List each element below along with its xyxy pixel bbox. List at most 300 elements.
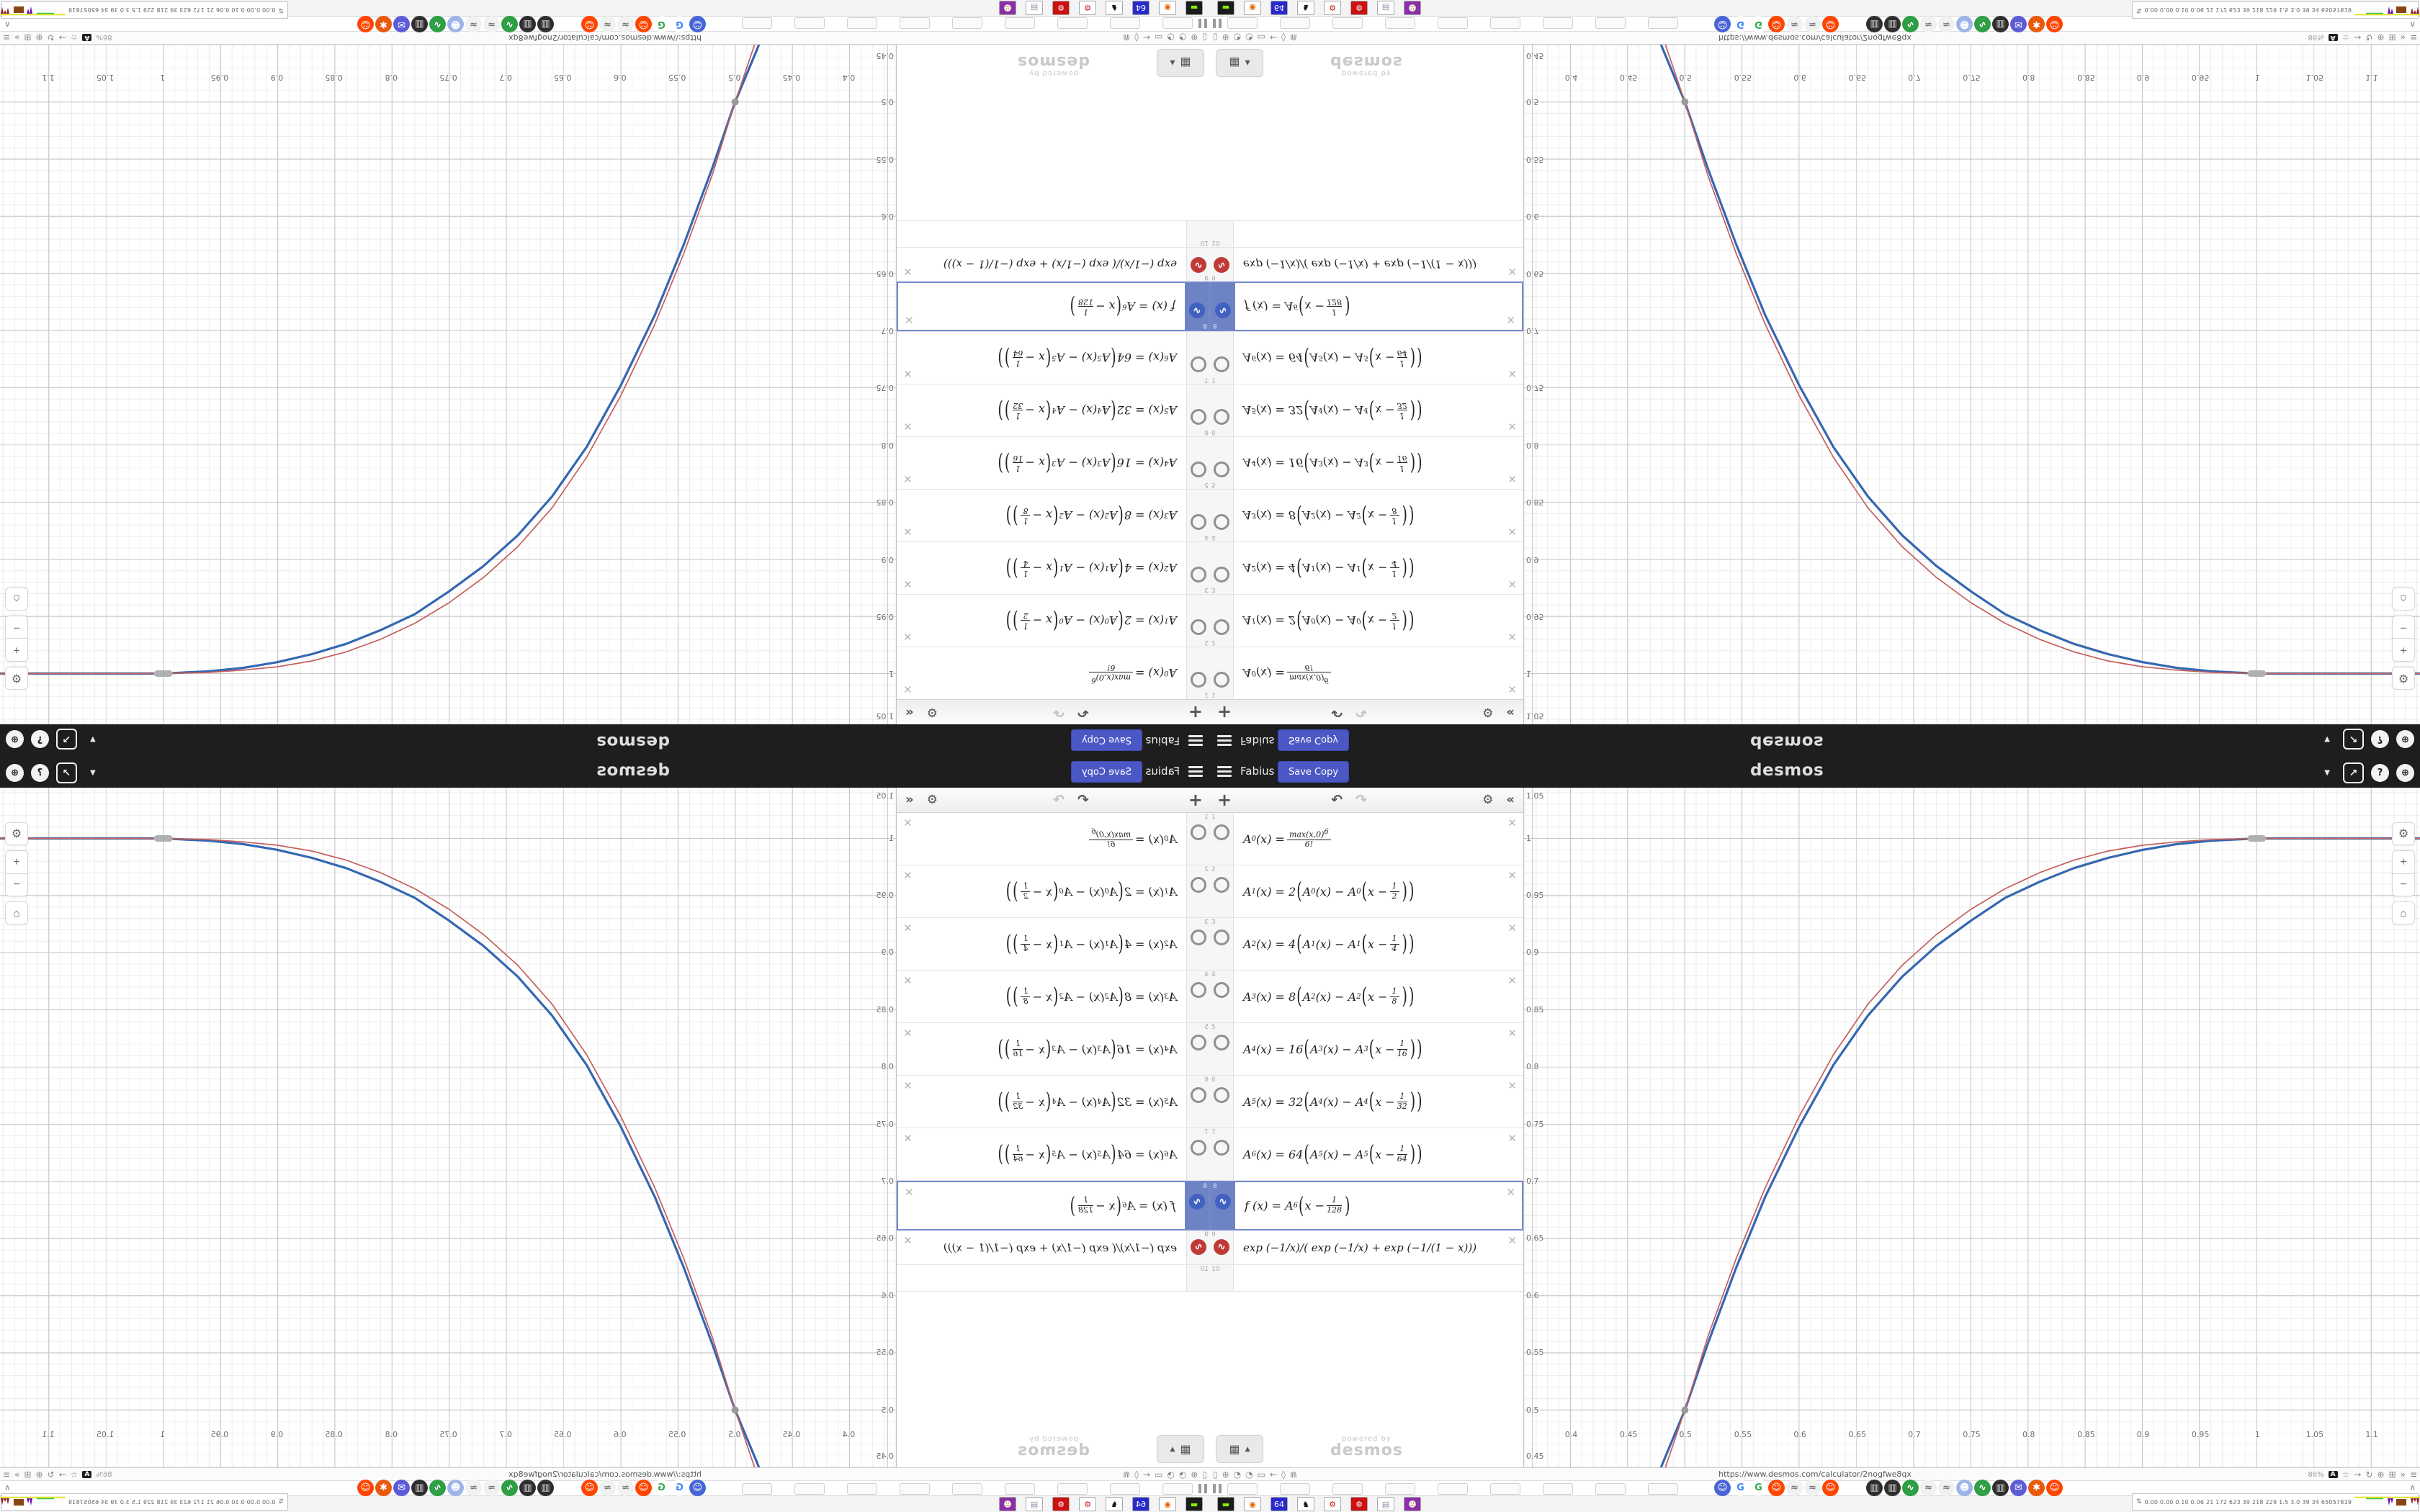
pinned-tab-bars-icon[interactable] (1198, 1484, 1207, 1493)
desmos-tab[interactable]: ∿ (501, 16, 518, 32)
expression-math[interactable]: f (x) = A 6 ( x − 1 128 ) (1245, 293, 1350, 320)
floppy-64-app[interactable]: 64 (1270, 1497, 1288, 1511)
archive-tab[interactable]: ▥ (1866, 1480, 1883, 1496)
graph-point[interactable] (154, 670, 173, 677)
bookmark-star-icon[interactable]: ☆ (70, 32, 79, 42)
expression-math[interactable]: A 3 (x) = 8 ( A 2 (x) − A 2 ( x − 1 8 ) ) (1243, 984, 1415, 1009)
archive-tab[interactable]: ▥ (537, 1480, 554, 1496)
expression-row[interactable] (1210, 384, 1523, 436)
overflow-chevrons-icon[interactable]: » (2400, 32, 2406, 42)
globe-speed-dial-icon[interactable]: ⊕ (1191, 32, 1198, 42)
gear-red-square-app[interactable]: ⚙ (1052, 1497, 1070, 1511)
save-copy-button[interactable]: Save Copy (1278, 761, 1349, 783)
expression-math[interactable] (1234, 1265, 1523, 1291)
expression-row[interactable] (897, 489, 1210, 541)
sketch-tab[interactable]: ≈ (465, 16, 482, 32)
gauge-icon[interactable]: ◔ (1233, 1470, 1242, 1480)
google-tab[interactable]: G (1732, 1480, 1749, 1496)
gear-orange-tab[interactable]: ✱ (2028, 1480, 2045, 1496)
forward-arrow-icon[interactable]: → (58, 32, 66, 42)
expression-gutter[interactable] (1186, 1265, 1210, 1291)
sketch-tab[interactable]: ≈ (1804, 16, 1821, 32)
reddit-tab[interactable]: ☺ (581, 16, 598, 32)
expression-gutter[interactable] (1210, 490, 1234, 541)
expression-row[interactable] (897, 220, 1210, 247)
archive-tab[interactable]: ▥ (1884, 1480, 1901, 1496)
empty-tab[interactable] (1385, 17, 1415, 29)
archive-tab[interactable]: ▥ (537, 16, 554, 32)
collapse-panel-icon[interactable]: « (1506, 705, 1515, 720)
expression-gutter[interactable] (1186, 1023, 1210, 1075)
delete-expression-button[interactable]: ✕ (1507, 367, 1517, 380)
delete-expression-button[interactable]: ✕ (903, 525, 913, 538)
wave-red-curve-icon[interactable]: ∿ (1214, 1239, 1229, 1255)
expression-gutter[interactable] (1186, 384, 1210, 436)
expression-math[interactable]: A 5 (x) = 32 ( A 4 (x) − A 4 ( x − 1 32 ) ) (1243, 397, 1422, 423)
gauge-icon[interactable]: ◔ (1167, 32, 1175, 42)
expression-row[interactable] (1210, 865, 1523, 918)
url-text[interactable]: https://www.desmos.com/calculator/2nogfwe8qx (508, 33, 702, 42)
site-globe-icon[interactable]: ⊕ (2377, 1470, 2385, 1480)
add-expression-button[interactable]: + (1217, 790, 1232, 810)
menu-icon[interactable]: ≡ (2409, 32, 2417, 42)
overflow-chevrons-icon[interactable]: » (14, 32, 20, 42)
expression-gutter[interactable] (1210, 918, 1234, 970)
wolf-app[interactable]: ♞ (1297, 1, 1314, 15)
expression-row[interactable] (1210, 971, 1523, 1023)
expression-row[interactable] (1210, 489, 1523, 541)
reddit-tab[interactable]: ☺ (581, 1480, 598, 1496)
reddit-tab[interactable]: ☺ (357, 1480, 374, 1496)
hidden-curve-ring-icon[interactable] (1214, 930, 1229, 945)
tab-scroll-caret-icon[interactable]: ∧ (4, 19, 11, 30)
floppy-64-app[interactable]: 64 (1132, 1497, 1150, 1511)
expression-gutter[interactable] (1186, 1230, 1210, 1264)
delete-expression-button[interactable]: ✕ (1507, 577, 1517, 590)
url-text[interactable]: https://www.desmos.com/calculator/2nogfwe8qx (508, 1470, 702, 1479)
curve-f[interactable] (1628, 45, 2420, 674)
notepad-app[interactable]: ▤ (1026, 1, 1043, 15)
redo-icon[interactable]: ↷ (1053, 704, 1065, 721)
delete-expression-button[interactable]: ✕ (903, 683, 913, 696)
gear-red-square-app[interactable]: ⚙ (1350, 1497, 1368, 1511)
expression-math[interactable]: A 6 (x) = 64 ( A 5 (x) − A 5 ( x − 1 64 ) ) (998, 345, 1177, 371)
delete-expression-button[interactable]: ✕ (903, 630, 913, 643)
expression-row[interactable] (1210, 282, 1523, 331)
tab-scroll-caret-icon[interactable]: ∧ (4, 1482, 11, 1493)
sketch-tab[interactable]: ≈ (483, 1480, 500, 1496)
gear-red-circle-app[interactable]: ⚙ (1079, 1497, 1096, 1511)
save-copy-button[interactable]: Save Copy (1071, 729, 1142, 751)
zoom-out-button[interactable]: − (2392, 616, 2415, 639)
share-icon[interactable]: ↗ (56, 729, 77, 750)
chat-tab[interactable]: ✉ (2010, 1480, 2027, 1496)
back-arrow-icon[interactable]: ← (1142, 32, 1151, 42)
delete-expression-button[interactable]: ✕ (903, 577, 913, 590)
globe-speed-dial-icon[interactable]: ⊕ (1222, 32, 1229, 42)
hidden-curve-ring-icon[interactable] (1214, 877, 1229, 893)
sketch-tab[interactable]: ≈ (599, 16, 616, 32)
globe-icon[interactable]: ⊕ (6, 764, 24, 782)
expression-math[interactable]: A 4 (x) = 16 ( A 3 (x) − A 3 ( x − 1 16 ) ) (998, 450, 1177, 476)
hamburger-menu-icon[interactable] (1188, 734, 1203, 746)
hidden-curve-ring-icon[interactable] (1191, 877, 1206, 893)
home-viewport-button[interactable]: ⌂ (2392, 901, 2415, 924)
reload-icon[interactable]: ↻ (2365, 1470, 2373, 1480)
avatar-lavender-tab[interactable]: ☻ (447, 16, 464, 32)
expression-gutter[interactable] (1210, 971, 1234, 1022)
avatar-blue-tab[interactable]: ☺ (689, 1480, 706, 1496)
google-tab[interactable]: G (1750, 16, 1767, 32)
empty-tab[interactable] (1005, 17, 1035, 29)
expression-row[interactable] (897, 384, 1210, 436)
zoom-in-button[interactable]: + (2392, 850, 2415, 873)
expression-gutter[interactable] (1186, 332, 1210, 384)
expression-math[interactable]: A 6 (x) = 64 ( A 5 (x) − A 5 ( x − 1 64 ) ) (1243, 1141, 1422, 1167)
chevron-down-icon[interactable]: ▼ (2324, 735, 2330, 743)
empty-tab[interactable] (794, 17, 825, 29)
expression-gutter[interactable] (1186, 971, 1210, 1022)
empty-tab[interactable] (1162, 1483, 1193, 1495)
hidden-curve-ring-icon[interactable] (1191, 1035, 1206, 1050)
empty-tab[interactable] (1595, 1483, 1626, 1495)
expression-row[interactable] (897, 436, 1210, 489)
expression-row[interactable] (897, 647, 1210, 699)
firefox-app[interactable]: ◉ (1159, 1, 1176, 15)
empty-tab[interactable] (1490, 17, 1520, 29)
delete-expression-button[interactable]: ✕ (1507, 472, 1517, 485)
delete-expression-button[interactable]: ✕ (903, 1234, 913, 1247)
wave-red-curve-icon[interactable]: ∿ (1191, 1239, 1206, 1255)
avatar-blue-tab[interactable]: ☺ (689, 16, 706, 32)
pinned-tab-bars-icon[interactable] (1213, 1484, 1222, 1493)
empty-tab[interactable] (742, 17, 772, 29)
expression-gutter[interactable] (1210, 332, 1234, 384)
delete-expression-button[interactable]: ✕ (1507, 1079, 1517, 1092)
menu-icon[interactable]: ≡ (3, 32, 11, 42)
expression-math[interactable]: A 2 (x) = 4 ( A 1 (x) − A 1 ( x − 1 4 ) ) (1005, 931, 1177, 957)
firefox-app[interactable]: ◉ (1244, 1, 1261, 15)
hidden-curve-ring-icon[interactable] (1214, 982, 1229, 998)
wolf-app[interactable]: ♞ (1297, 1497, 1314, 1511)
expression-math[interactable] (897, 1265, 1186, 1291)
desmos-tab[interactable]: ∿ (1902, 16, 1919, 32)
expression-math[interactable]: exp (−1/x)/( exp (−1/x) + exp (−1/(1 − x))) (1243, 1241, 1477, 1254)
share-icon[interactable]: ↗ (2343, 762, 2364, 783)
reddit-tab[interactable]: ☺ (635, 1480, 652, 1496)
expression-row[interactable] (897, 282, 1210, 331)
sketch-tab[interactable]: ≈ (1920, 16, 1937, 32)
redo-icon[interactable]: ↷ (1053, 791, 1065, 808)
translate-extension-icon[interactable]: A (2329, 1471, 2338, 1478)
expression-row[interactable] (1210, 1076, 1523, 1128)
edit-list-gear-icon[interactable]: ⚙ (926, 705, 938, 720)
hidden-curve-ring-icon[interactable] (1214, 514, 1229, 530)
graph-paper[interactable] (0, 45, 896, 724)
delete-expression-button[interactable]: ✕ (903, 1132, 913, 1145)
curve-exp_sigmoid[interactable] (1630, 839, 2420, 1468)
shield-icon[interactable]: ◊ (1134, 32, 1139, 42)
empty-tab[interactable] (1227, 17, 1258, 29)
expression-row[interactable] (1210, 220, 1523, 247)
empty-tab[interactable] (952, 17, 982, 29)
forward-arrow-icon[interactable]: → (2354, 32, 2362, 42)
purple-face-app[interactable]: ☻ (999, 1497, 1016, 1511)
sketch-tab[interactable]: ≈ (1786, 16, 1803, 32)
gauge-icon[interactable]: ◔ (1245, 1470, 1253, 1480)
reload-icon[interactable]: ↻ (47, 1470, 55, 1480)
desmos-tab[interactable]: ∿ (501, 1480, 518, 1496)
curve-exp_sigmoid[interactable] (0, 45, 790, 674)
expression-math[interactable]: A 5 (x) = 32 ( A 4 (x) − A 4 ( x − 1 32 ) ) (998, 397, 1177, 423)
gear-red-circle-app[interactable]: ⚙ (1079, 1, 1096, 15)
hidden-curve-ring-icon[interactable] (1191, 462, 1206, 477)
expression-math[interactable]: A 6 (x) = 64 ( A 5 (x) − A 5 ( x − 1 64 ) ) (998, 1141, 1177, 1167)
expression-gutter[interactable] (1210, 542, 1234, 594)
delete-expression-button[interactable]: ✕ (1507, 265, 1517, 278)
expression-math[interactable]: A 3 (x) = 8 ( A 2 (x) − A 2 ( x − 1 8 ) ) (1005, 503, 1177, 528)
expression-math[interactable]: A 2 (x) = 4 ( A 1 (x) − A 1 ( x − 1 4 ) ) (1243, 931, 1415, 957)
expression-row[interactable] (897, 1023, 1210, 1076)
undo-icon[interactable]: ↶ (1331, 704, 1343, 721)
wave-blue-curve-icon[interactable]: ∿ (1189, 302, 1205, 318)
archive-tab[interactable]: ▥ (519, 16, 536, 32)
globe-speed-dial-icon[interactable]: ⊕ (1191, 1470, 1198, 1480)
delete-expression-button[interactable]: ✕ (903, 1079, 913, 1092)
expression-row[interactable] (897, 594, 1210, 647)
zoom-out-button[interactable]: − (2392, 873, 2415, 896)
hidden-curve-ring-icon[interactable] (1191, 567, 1206, 582)
disk-app[interactable]: ▬ (1186, 1, 1203, 15)
graph-point[interactable] (732, 99, 739, 106)
graph-point[interactable] (2247, 670, 2266, 677)
curve-exp_sigmoid[interactable] (0, 839, 790, 1468)
zoom-out-button[interactable]: − (5, 616, 28, 639)
archive-tab[interactable]: ▥ (1866, 16, 1883, 32)
delete-expression-button[interactable]: ✕ (1507, 420, 1517, 433)
save-copy-button[interactable]: Save Copy (1071, 761, 1142, 783)
expression-row[interactable] (1210, 1181, 1523, 1230)
expression-math[interactable]: exp (−1/x)/( exp (−1/x) + exp (−1/(1 − x))) (943, 1241, 1177, 1254)
expression-math[interactable]: A 1 (x) = 2 ( A 0 (x) − A 0 ( x − 1 2 ) ) (1243, 878, 1415, 904)
archive-tab[interactable]: ▥ (411, 1480, 428, 1496)
curve-f[interactable] (1628, 839, 2420, 1468)
edit-list-gear-icon[interactable]: ⚙ (926, 792, 938, 807)
translate-extension-icon[interactable]: A (82, 1471, 91, 1478)
hidden-curve-ring-icon[interactable] (1191, 1087, 1206, 1103)
wave-blue-curve-icon[interactable]: ∿ (1189, 1194, 1205, 1210)
expression-gutter[interactable] (1186, 813, 1210, 865)
expression-gutter[interactable] (1210, 865, 1234, 917)
disk-app[interactable]: ▬ (1217, 1, 1234, 15)
add-expression-button[interactable]: + (1188, 702, 1203, 722)
google-tab[interactable]: G (671, 16, 688, 32)
expression-math[interactable]: A 0 (x) = $\max(x,0)^6$ 6! (1234, 813, 1523, 865)
expression-row[interactable] (897, 1076, 1210, 1128)
pinned-tab-bars-icon[interactable] (1213, 19, 1222, 28)
hidden-curve-ring-icon[interactable] (1191, 356, 1206, 372)
curve-f[interactable] (0, 45, 792, 674)
gauge-icon[interactable]: ◔ (1245, 32, 1253, 42)
graph-point[interactable] (154, 835, 173, 842)
wolf-app[interactable]: ♞ (1106, 1497, 1123, 1511)
firefox-app[interactable]: ◉ (1159, 1497, 1176, 1511)
curve-f[interactable] (0, 839, 792, 1468)
zoom-in-button[interactable]: + (5, 850, 28, 873)
empty-tab[interactable] (1438, 1483, 1468, 1495)
floppy-64-app[interactable]: 64 (1270, 1, 1288, 15)
gear-red-circle-app[interactable]: ⚙ (1324, 1497, 1341, 1511)
keyboard-toggle-button[interactable] (1216, 1435, 1263, 1463)
empty-tab[interactable] (1648, 17, 1678, 29)
globe-icon[interactable]: ⊕ (2396, 764, 2414, 782)
gear-red-circle-app[interactable]: ⚙ (1324, 1, 1341, 15)
expression-math[interactable]: A 1 (x) = 2 ( A 0 (x) − A 0 ( x − 1 2 ) ) (1005, 878, 1177, 904)
globe-icon[interactable]: ⊕ (6, 730, 24, 748)
hidden-curve-ring-icon[interactable] (1191, 930, 1206, 945)
expression-row[interactable] (1210, 331, 1523, 384)
expression-math[interactable]: A 6 (x) = 64 ( A 5 (x) − A 5 ( x − 1 64 ) ) (1243, 345, 1422, 371)
graph-settings-wrench-icon[interactable]: ⚙ (2392, 667, 2415, 690)
globe-icon[interactable]: ⊕ (2396, 730, 2414, 748)
share-icon[interactable]: ↗ (56, 762, 77, 783)
delete-expression-button[interactable]: ✕ (1507, 922, 1517, 935)
hidden-curve-ring-icon[interactable] (1214, 1035, 1229, 1050)
sketch-tab[interactable]: ≈ (1804, 1480, 1821, 1496)
hidden-curve-ring-icon[interactable] (1214, 619, 1229, 635)
gauge-icon[interactable]: ◔ (1178, 32, 1187, 42)
reddit-tab[interactable]: ☺ (1822, 1480, 1839, 1496)
home-viewport-button[interactable]: ⌂ (2392, 588, 2415, 611)
expression-row[interactable] (1210, 918, 1523, 971)
hidden-curve-ring-icon[interactable] (1214, 1140, 1229, 1156)
delete-expression-button[interactable]: ✕ (903, 472, 913, 485)
expression-row[interactable] (1210, 1230, 1523, 1265)
keyboard-toggle-button[interactable] (1157, 49, 1204, 77)
expression-gutter[interactable] (1210, 1023, 1234, 1075)
gauge-icon[interactable]: ◔ (1167, 1470, 1175, 1480)
delete-expression-button[interactable]: ✕ (1507, 1234, 1517, 1247)
graph-paper[interactable] (1524, 788, 2420, 1467)
padlock-icon[interactable]: ⋒ (1122, 1470, 1131, 1480)
gear-red-square-app[interactable]: ⚙ (1350, 1, 1368, 15)
google-tab[interactable]: G (1732, 16, 1749, 32)
expression-gutter[interactable] (1210, 1128, 1234, 1180)
expression-row[interactable] (897, 1265, 1210, 1292)
expression-gutter[interactable] (1186, 437, 1210, 489)
expression-row[interactable] (897, 865, 1210, 918)
shield-icon[interactable]: ◊ (1281, 32, 1286, 42)
expression-gutter[interactable] (1210, 647, 1234, 699)
expression-row[interactable] (897, 1128, 1210, 1181)
home-viewport-button[interactable]: ⌂ (5, 588, 28, 611)
gear-orange-tab[interactable]: ✱ (2028, 16, 2045, 32)
hidden-curve-ring-icon[interactable] (1191, 982, 1206, 998)
empty-tab[interactable] (1110, 1483, 1140, 1495)
expression-math[interactable]: exp (−1/x)/( exp (−1/x) + exp (−1/(1 − x))) (1243, 258, 1477, 271)
expression-gutter[interactable] (1211, 1182, 1235, 1229)
hidden-curve-ring-icon[interactable] (1214, 567, 1229, 582)
forward-arrow-icon[interactable]: → (2354, 1470, 2362, 1480)
hidden-curve-ring-icon[interactable] (1214, 409, 1229, 425)
expression-math[interactable]: f (x) = A 6 ( x − 1 128 ) (1070, 1192, 1175, 1219)
sketch-tab[interactable]: ≈ (465, 1480, 482, 1496)
undo-icon[interactable]: ↶ (1077, 704, 1089, 721)
empty-tab[interactable] (1280, 17, 1310, 29)
expression-math[interactable]: A 3 (x) = 8 ( A 2 (x) − A 2 ( x − 1 8 ) ) (1243, 503, 1415, 528)
padlock-icon[interactable]: ⋒ (1289, 1470, 1298, 1480)
delete-expression-button[interactable]: ✕ (1507, 525, 1517, 538)
delete-expression-button[interactable]: ✕ (903, 869, 913, 882)
chevron-down-icon[interactable]: ▼ (2324, 769, 2330, 777)
delete-expression-button[interactable]: ✕ (1507, 1027, 1517, 1040)
back-arrow-icon[interactable]: ← (1142, 1470, 1151, 1480)
desmos-tab[interactable]: ∿ (1974, 1480, 1991, 1496)
delete-expression-button[interactable]: ✕ (905, 313, 914, 326)
reddit-tab[interactable]: ☺ (357, 16, 374, 32)
shield-icon[interactable]: ◊ (1134, 1470, 1139, 1480)
expression-gutter[interactable] (1210, 437, 1234, 489)
hidden-curve-ring-icon[interactable] (1214, 356, 1229, 372)
expression-row[interactable] (897, 331, 1210, 384)
extensions-puzzle-icon[interactable]: ⊞ (2388, 32, 2396, 42)
sketch-tab[interactable]: ≈ (1938, 16, 1955, 32)
url-text[interactable]: https://www.desmos.com/calculator/2nogfwe8qx (1718, 1470, 1912, 1479)
add-expression-button[interactable]: + (1188, 790, 1203, 810)
hidden-curve-ring-icon[interactable] (1214, 824, 1229, 840)
keyboard-toggle-button[interactable] (1216, 49, 1263, 77)
help-icon[interactable]: ? (31, 730, 49, 748)
expression-math[interactable]: A 0 (x) = $\max(x,0)^6$ 6! (1234, 647, 1523, 699)
expression-row[interactable] (1210, 647, 1523, 699)
expression-gutter[interactable] (1186, 865, 1210, 917)
chat-tab[interactable]: ✉ (393, 16, 410, 32)
google-tab[interactable]: G (671, 1480, 688, 1496)
delete-expression-button[interactable]: ✕ (1507, 1132, 1517, 1145)
gauge-icon[interactable]: ◔ (1178, 1470, 1187, 1480)
expression-row[interactable] (897, 813, 1210, 865)
chat-tab[interactable]: ✉ (393, 1480, 410, 1496)
graph-settings-wrench-icon[interactable]: ⚙ (5, 822, 28, 845)
expression-math[interactable]: A 4 (x) = 16 ( A 3 (x) − A 3 ( x − 1 16 ) ) (998, 1036, 1177, 1062)
hidden-curve-ring-icon[interactable] (1214, 462, 1229, 477)
google-tab[interactable]: G (1750, 1480, 1767, 1496)
expression-math[interactable]: A 1 (x) = 2 ( A 0 (x) − A 0 ( x − 1 2 ) ) (1005, 608, 1177, 634)
empty-tab[interactable] (1227, 1483, 1258, 1495)
wave-blue-curve-icon[interactable]: ∿ (1215, 302, 1231, 318)
sketch-tab[interactable]: ≈ (1938, 1480, 1955, 1496)
archive-tab[interactable]: ▥ (519, 1480, 536, 1496)
reddit-tab[interactable]: ☺ (1768, 16, 1785, 32)
undo-icon[interactable]: ↶ (1077, 791, 1089, 808)
expression-math[interactable]: exp (−1/x)/( exp (−1/x) + exp (−1/(1 − x))) (943, 258, 1177, 271)
back-arrow-icon[interactable]: ← (1269, 1470, 1278, 1480)
menu-icon[interactable]: ≡ (2409, 1470, 2417, 1480)
expression-row[interactable] (1210, 1128, 1523, 1181)
expression-row[interactable] (897, 1181, 1210, 1230)
hidden-curve-ring-icon[interactable] (1214, 1087, 1229, 1103)
wolf-app[interactable]: ♞ (1106, 1, 1123, 15)
collapse-panel-icon[interactable]: « (905, 792, 914, 807)
expression-row[interactable] (1210, 247, 1523, 282)
archive-tab[interactable]: ▥ (1992, 1480, 2009, 1496)
avatar-lavender-tab[interactable]: ☻ (1956, 16, 1973, 32)
expression-math[interactable]: A 2 (x) = 4 ( A 1 (x) − A 1 ( x − 1 4 ) ) (1243, 555, 1415, 581)
expression-gutter[interactable] (1186, 1076, 1210, 1128)
expression-gutter[interactable] (1186, 918, 1210, 970)
desmos-tab[interactable]: ∿ (1974, 16, 1991, 32)
site-globe-icon[interactable]: ⊕ (35, 32, 43, 42)
